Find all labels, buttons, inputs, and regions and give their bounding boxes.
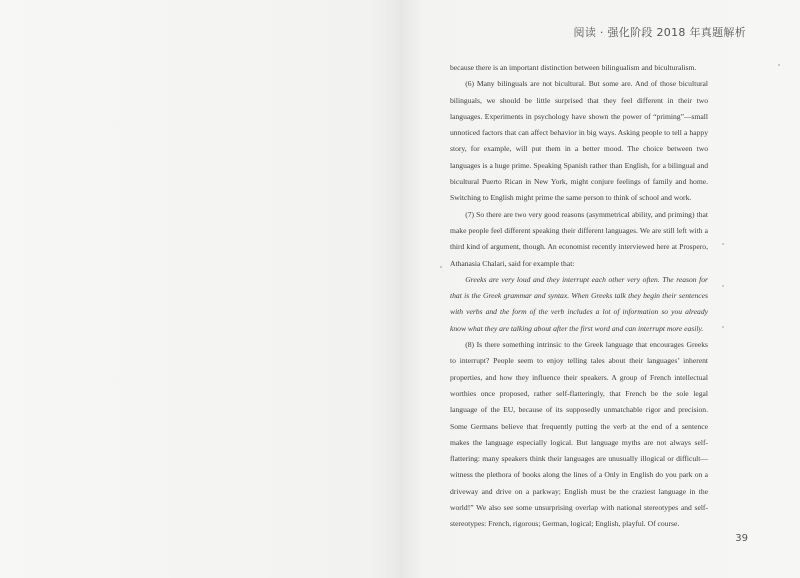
margin-speck <box>722 326 724 328</box>
quotation-chalari: Greeks are very loud and they interrupt each other very often. The reason for that is the Greek grammar and syntax. When Greeks talk they begin their sentences with verbs and the form of the verb includes a lot of information so you already know what they are talking about after the first word and can interrupt more easily. <box>450 274 708 333</box>
paragraph-continuation: because there is an important distinction between bilingualism and biculturalism. <box>450 63 697 72</box>
margin-speck <box>778 64 780 66</box>
paragraph-7: (7) So there are two very good reasons (asymmetrical ability, and priming) that make people feel different speaking their different languages. We are still left with a third kind of argument, though. An economist recently interviewed here at Prospero, Athanasia Chalari, said for example that: <box>450 209 708 268</box>
margin-speck <box>722 243 724 245</box>
paragraph-8: (8) Is there something intrinsic to the Greek language that encourages Greeks to interrupt? People seem to enjoy telling tales about their languages’ inherent properties, and how they influence their speakers. A group of French intellectual worthies once proposed, rather self-flatteringly, that French be the sole legal language of the EU, because of its supposedly unmatchable rigor and precision. Some Germans believe that frequently putting the verb at the end of a sentence makes the language especially logical. But language myths are not always self-flattering: many speakers think their languages are unusually illogical or difficult—witness the plethora of books along the lines of a Only in English do you park on a driveway and drive on a parkway; English must be the craziest language in the world!” We also see some unsurprising overlap with national stereotypes and self-stereotypes: French, rigorous; German, logical; English, playful. Of course. <box>450 340 708 529</box>
margin-speck <box>440 266 442 268</box>
page-number: 39 <box>735 533 748 544</box>
margin-speck <box>722 285 724 287</box>
running-header: 阅读 · 强化阶段 2018 年真题解析 <box>573 26 746 39</box>
paragraph-6: (6) Many bilinguals are not bicultural. But some are. And of those bicultural bilinguals, we should be little surprised that they feel different in their two languages. Experiments in psychology have shown the power of “priming”—small unnoticed factors that can affect behavior in big ways. Asking people to tell a happy story, for example, will put them in a better mood. The choice between two languages is a huge prime. Speaking Spanish rather than English, for a bilingual and bicultural Puerto Rican in New York, might conjure feelings of family and home. Switching to English might prime the same person to think of school and work. <box>450 79 708 203</box>
article-body <box>450 60 708 533</box>
